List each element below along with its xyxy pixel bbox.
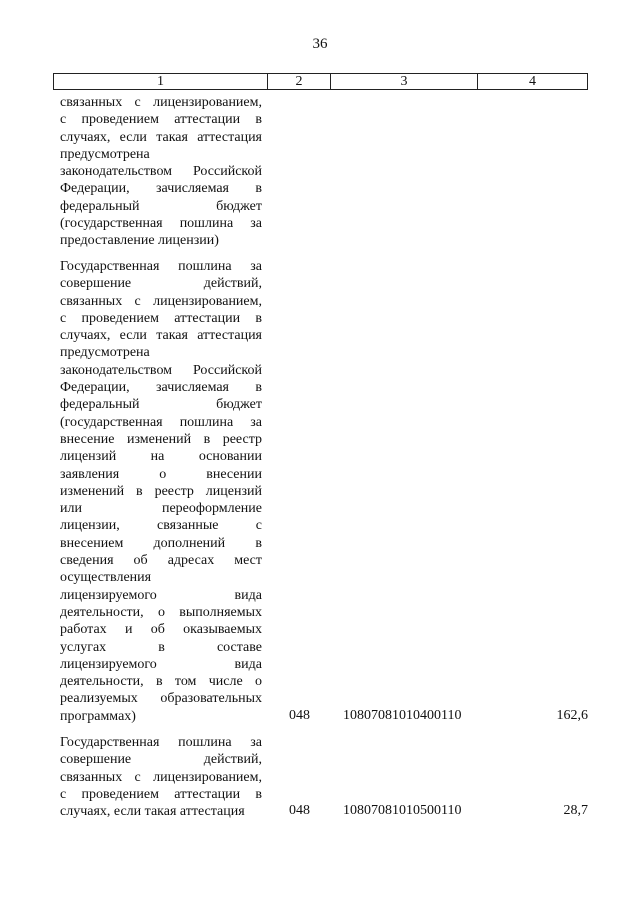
description-line: законодательством Российской: [60, 164, 262, 180]
description-line: осуществления: [60, 570, 152, 586]
description-line: Федерации, зачисляемая в: [60, 380, 262, 396]
description-line: заявления о внесении: [60, 466, 262, 482]
row-code: 048: [289, 803, 310, 818]
description-line: связанных с лицензированием,: [60, 293, 262, 309]
description-line: сведения об адресах мест: [60, 553, 262, 569]
description-line: федеральный бюджет: [60, 198, 262, 214]
description-line: законодательством Российской: [60, 362, 262, 378]
description-line: с проведением аттестации в: [60, 112, 262, 128]
description-line: или переоформление: [60, 501, 262, 517]
description-line: совершение действий,: [60, 752, 262, 768]
description-line: случаях, если такая аттестация: [60, 328, 262, 344]
description-line: лицензируемого вида: [60, 656, 262, 672]
description-line: федеральный бюджет: [60, 397, 262, 413]
description-line: изменений в реестр лицензий: [60, 483, 262, 499]
description-line: лицензии, связанные с: [60, 518, 262, 534]
column-header-1: 1: [54, 74, 268, 89]
description-line: внесением дополнений в: [60, 535, 262, 551]
description-line: лицензируемого вида: [60, 587, 262, 603]
description-line: предоставление лицензии): [60, 233, 219, 249]
row-description: [60, 258, 262, 725]
description-line: (государственная пошлина за: [60, 414, 262, 430]
description-line: Государственная пошлина за: [60, 259, 262, 274]
row-amount: 162,6: [556, 708, 588, 723]
row-kbk: 10807081010500110: [343, 803, 462, 818]
description-line: услугах в составе: [60, 639, 262, 655]
page-number: 36: [312, 36, 328, 52]
description-line: внесение изменений в реестр: [60, 431, 262, 447]
description-line: предусмотрена: [60, 146, 150, 162]
description-line: предусмотрена: [60, 345, 150, 361]
table-header-row: [53, 73, 588, 90]
description-line: с проведением аттестации в: [60, 310, 262, 326]
description-line: деятельности, о выполняемых: [60, 604, 262, 620]
description-line: лицензий на основании: [60, 449, 262, 465]
description-line: связанных с лицензированием,: [60, 95, 262, 110]
row-code: 048: [289, 708, 310, 723]
description-line: случаях, если такая аттестация: [60, 804, 245, 820]
description-line: Федерации, зачисляемая в: [60, 181, 262, 197]
column-header-3: 3: [331, 74, 478, 89]
description-line: связанных с лицензированием,: [60, 769, 262, 785]
description-line: работах и об оказываемых: [60, 622, 262, 638]
column-header-4: 4: [529, 74, 536, 89]
description-line: случаях, если такая аттестация: [60, 129, 262, 145]
description-line: (государственная пошлина за: [60, 216, 262, 232]
description-line: деятельности, в том числе о: [60, 674, 262, 690]
description-line: совершение действий,: [60, 276, 262, 292]
description-line: реализуемых образовательных: [60, 691, 262, 707]
row-kbk: 10807081010400110: [343, 708, 462, 723]
description-line: с проведением аттестации в: [60, 786, 262, 802]
column-header-2: 2: [268, 74, 331, 89]
row-amount: 28,7: [563, 803, 588, 818]
row-description: [60, 734, 262, 820]
description-line: программах): [60, 708, 136, 724]
row-description: [60, 94, 262, 250]
description-line: Государственная пошлина за: [60, 735, 262, 750]
